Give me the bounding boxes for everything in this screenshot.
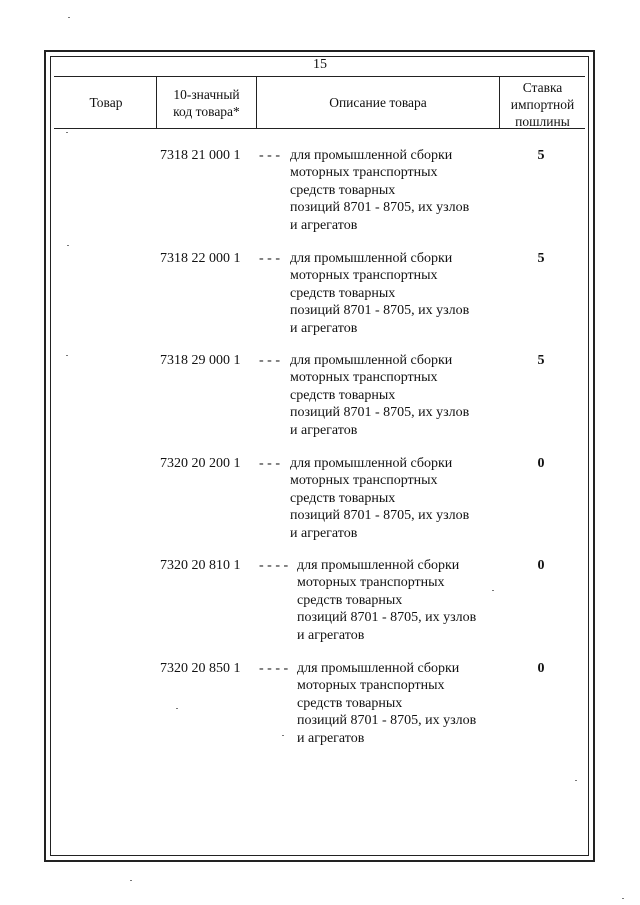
table-row [0,660,640,755]
description-line: моторных транспортных [297,678,445,694]
goods-code: 7318 29 000 1 [160,353,241,368]
scan-speck [66,132,68,133]
goods-description [297,557,476,644]
description-line: моторных транспортных [290,473,438,489]
header-col-code-line2: код товара* [173,104,240,119]
description-line: и агрегатов [290,525,358,541]
scan-speck [622,898,624,899]
goods-description [290,352,469,439]
header-col-code [157,86,256,120]
header-top-rule [54,76,585,77]
description-line: моторных транспортных [290,268,438,284]
table-row [0,455,640,550]
goods-code: 7318 22 000 1 [160,251,241,266]
description-line: средств товарных [290,182,396,198]
description-line: и агрегатов [290,217,358,233]
goods-description [290,455,469,542]
description-line: средств товарных [297,695,403,711]
description-line: позиций 8701 - 8705, их узлов [290,303,470,319]
scan-speck [130,880,132,881]
description-line: позиций 8701 - 8705, их узлов [290,200,470,216]
description-line: моторных транспортных [290,165,438,181]
header-col-rate-line1: Ставка [522,80,563,95]
description-line: и агрегатов [297,730,365,746]
header-col-description: Описание товара [329,95,427,110]
hierarchy-dashes: - - - [259,148,280,163]
header-col-rate-line2: импортной [510,97,575,112]
description-line: для промышленной сборки [290,148,453,163]
page-number: 15 [313,57,327,72]
description-line: и агрегатов [290,320,358,336]
header-col-rate [500,79,585,130]
description-line: для промышленной сборки [290,456,453,471]
description-line: средств товарных [290,285,396,301]
description-line: позиций 8701 - 8705, их узлов [297,610,477,626]
header-col-code-line1: 10-значный [173,87,240,102]
scan-speck [67,245,69,246]
table-row [0,250,640,345]
import-duty-rate: 0 [537,661,545,676]
description-line: позиций 8701 - 8705, их узлов [290,405,470,421]
description-line: для промышленной сборки [297,661,460,676]
description-line: позиций 8701 - 8705, их узлов [297,713,477,729]
scan-speck [68,17,70,18]
header-col-rate-line3: пошлины [515,114,570,129]
table-row [0,352,640,447]
description-line: для промышленной сборки [290,353,453,368]
import-duty-rate: 5 [537,353,545,368]
description-line: для промышленной сборки [290,251,453,266]
goods-code: 7318 21 000 1 [160,148,241,163]
table-row [0,557,640,652]
header-col-goods: Товар [89,95,123,110]
import-duty-rate: 0 [537,456,545,471]
description-line: средств товарных [297,592,403,608]
description-line: моторных транспортных [290,370,438,386]
description-line: для промышленной сборки [297,558,460,573]
description-line: моторных транспортных [297,575,445,591]
goods-code: 7320 20 810 1 [160,558,241,573]
hierarchy-dashes: - - - [259,353,280,368]
goods-description [290,147,469,234]
table-row [0,147,640,242]
description-line: позиций 8701 - 8705, их узлов [290,508,470,524]
goods-code: 7320 20 200 1 [160,456,241,471]
goods-description [290,250,469,337]
goods-description [297,660,476,747]
description-line: средств товарных [290,387,396,403]
hierarchy-dashes: - - - - [259,661,289,676]
import-duty-rate: 5 [537,148,545,163]
hierarchy-dashes: - - - [259,251,280,266]
import-duty-rate: 5 [537,251,545,266]
import-duty-rate: 0 [537,558,545,573]
description-line: и агрегатов [297,627,365,643]
hierarchy-dashes: - - - - [259,558,289,573]
hierarchy-dashes: - - - [259,456,280,471]
description-line: и агрегатов [290,422,358,438]
scan-speck [575,780,577,781]
goods-code: 7320 20 850 1 [160,661,241,676]
description-line: средств товарных [290,490,396,506]
